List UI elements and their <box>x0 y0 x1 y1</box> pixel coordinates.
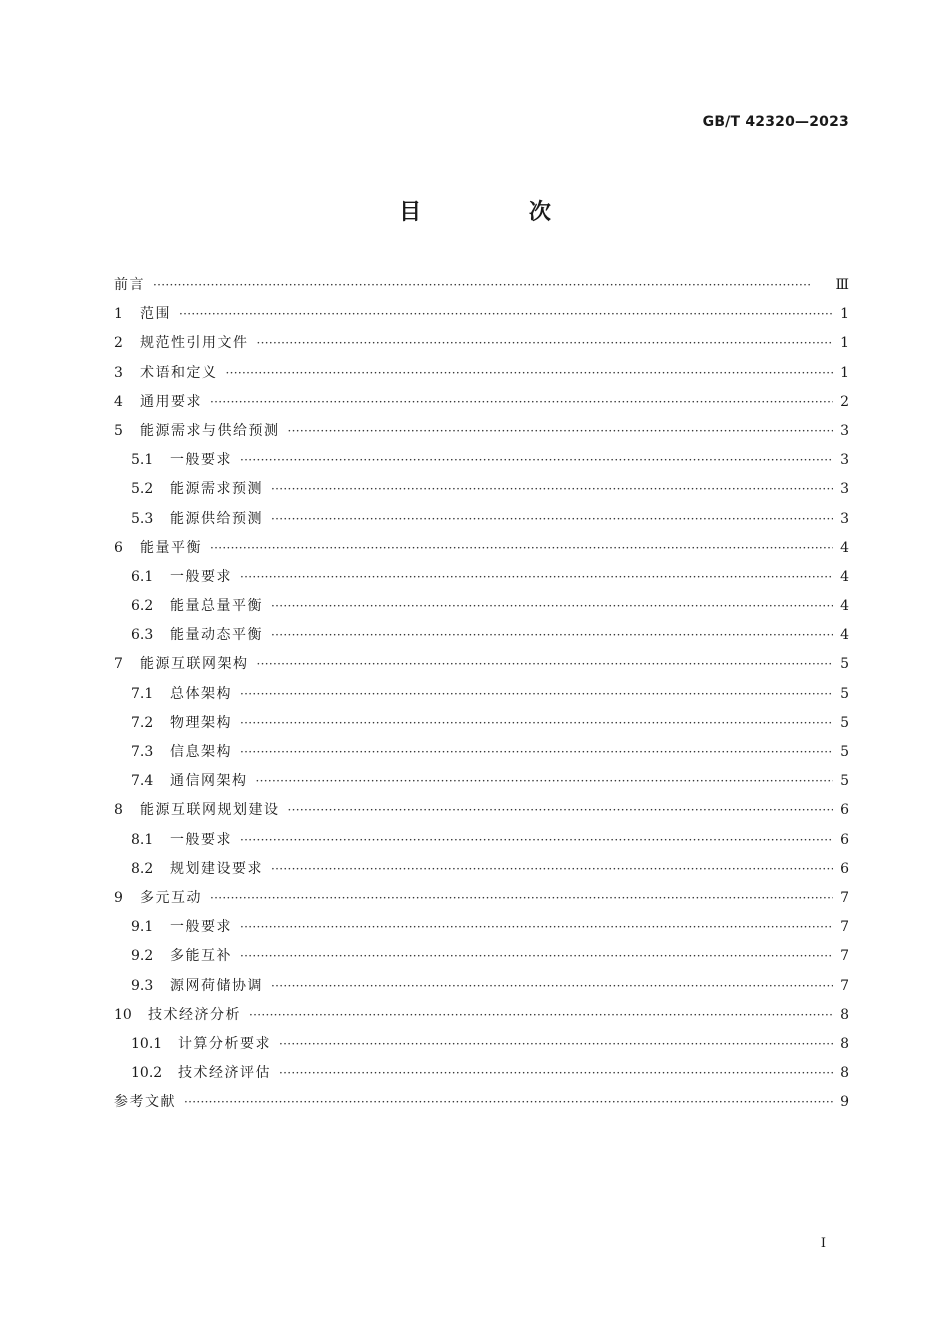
toc-entry-page: 4 <box>840 539 849 556</box>
toc-entry-page: 5 <box>840 714 849 731</box>
toc-entry-title: 多能互补 <box>170 948 232 965</box>
toc-entry-page: 6 <box>840 802 849 819</box>
toc-entry-title: 信息架构 <box>170 744 232 760</box>
toc-dot-leader <box>179 300 833 329</box>
toc-entry-number: 7 <box>114 656 123 673</box>
toc-entry-title: 能量动态平衡 <box>170 627 263 644</box>
toc-dot-leader <box>240 913 833 942</box>
toc-entry-page: 1 <box>840 335 849 352</box>
toc-dot-leader <box>210 534 833 563</box>
toc-entry-number: 9.3 <box>131 977 154 994</box>
toc-entry-page: 8 <box>840 1006 849 1023</box>
toc-dot-leader <box>271 972 833 1001</box>
toc-entry-number: 5.1 <box>131 452 154 469</box>
toc-entry-title: 参考文献 <box>114 1094 176 1111</box>
toc-entry[interactable] <box>114 446 849 475</box>
toc-entry[interactable] <box>114 855 849 884</box>
toc-entry-number: 7.1 <box>131 685 154 702</box>
toc-entry-title: 规划建设要求 <box>170 860 263 877</box>
toc-entry-number: 3 <box>114 364 123 381</box>
toc-entry-page: 5 <box>840 773 849 790</box>
toc-entry-page: 7 <box>840 889 849 906</box>
table-of-contents <box>114 271 849 1117</box>
toc-entry-page: 5 <box>840 744 849 760</box>
toc-entry-title: 一般要求 <box>170 568 232 585</box>
toc-entry[interactable] <box>114 417 849 446</box>
toc-dot-leader <box>184 1088 833 1117</box>
toc-dot-leader <box>271 592 833 621</box>
toc-dot-leader <box>240 942 833 971</box>
toc-entry-title: 术语和定义 <box>140 364 218 381</box>
toc-entry-title: 多元互动 <box>140 889 202 906</box>
toc-entry-page: Ⅲ <box>835 277 849 293</box>
toc-entry-number: 5 <box>114 422 123 439</box>
toc-entry-page: 3 <box>840 422 849 439</box>
toc-dot-leader <box>271 505 833 534</box>
toc-entry-number: 6.1 <box>131 568 154 585</box>
toc-entry[interactable] <box>114 796 849 825</box>
toc-entry[interactable] <box>114 475 849 504</box>
toc-entry-page: 1 <box>840 364 849 381</box>
toc-entry-page: 4 <box>840 598 849 615</box>
toc-entry-page: 5 <box>840 685 849 702</box>
toc-entry-title: 范围 <box>140 306 171 323</box>
toc-entry-number: 6.3 <box>131 627 154 644</box>
toc-entry-title: 源网荷储协调 <box>170 977 263 994</box>
toc-entry-number: 10.2 <box>131 1065 163 1082</box>
toc-entry[interactable] <box>114 650 849 679</box>
toc-entry-number: 9 <box>114 889 123 906</box>
toc-entry-number: 10.1 <box>131 1035 163 1052</box>
toc-entry-title: 能量平衡 <box>140 539 202 556</box>
toc-entry[interactable] <box>114 942 849 971</box>
toc-entry-page: 1 <box>840 306 849 323</box>
toc-entry-title: 能源需求与供给预测 <box>140 422 280 439</box>
toc-entry[interactable] <box>114 300 849 329</box>
toc-entry[interactable] <box>114 359 849 388</box>
toc-entry-title: 通用要求 <box>140 393 202 410</box>
toc-dot-leader <box>240 680 833 709</box>
toc-entry[interactable] <box>114 1059 849 1088</box>
toc-dot-leader <box>257 650 834 679</box>
toc-entry-title: 总体架构 <box>170 685 232 702</box>
toc-entry[interactable] <box>114 826 849 855</box>
toc-entry-title: 一般要求 <box>170 452 232 469</box>
toc-entry-number: 7.2 <box>131 714 154 731</box>
toc-entry-number: 6 <box>114 539 123 556</box>
toc-entry-title: 能源供给预测 <box>170 510 263 527</box>
toc-entry-page: 9 <box>840 1094 849 1111</box>
toc-entry-number: 9.2 <box>131 948 154 965</box>
toc-dot-leader <box>249 1001 833 1030</box>
toc-entry-title: 能量总量平衡 <box>170 598 263 615</box>
toc-entry-title: 技术经济分析 <box>148 1006 241 1023</box>
toc-dot-leader <box>271 855 833 884</box>
toc-entry-page: 7 <box>840 948 849 965</box>
toc-entry-page: 6 <box>840 860 849 877</box>
toc-entry[interactable] <box>114 329 849 358</box>
toc-dot-leader <box>240 709 833 738</box>
toc-entry-number: 8 <box>114 802 123 819</box>
toc-entry-title: 计算分析要求 <box>178 1035 271 1052</box>
toc-entry-page: 5 <box>840 656 849 673</box>
standard-number: GB/T 42320—2023 <box>702 114 849 130</box>
toc-dot-leader <box>279 1030 833 1059</box>
page-title: 目 次 <box>399 200 601 225</box>
toc-entry-number: 10 <box>114 1006 132 1023</box>
toc-entry-number: 7.4 <box>131 773 154 790</box>
toc-entry-title: 规范性引用文件 <box>140 335 249 352</box>
toc-entry[interactable] <box>114 913 849 942</box>
toc-entry[interactable] <box>114 388 849 417</box>
toc-entry-title: 能源需求预测 <box>170 481 263 498</box>
toc-entry-title: 一般要求 <box>170 831 232 848</box>
toc-dot-leader <box>271 621 833 650</box>
toc-entry-title: 能源互联网架构 <box>140 656 249 673</box>
toc-entry[interactable] <box>114 972 849 1001</box>
toc-entry-page: 3 <box>840 510 849 527</box>
toc-entry[interactable] <box>114 1088 849 1117</box>
toc-entry-page: 3 <box>840 452 849 469</box>
toc-entry-title: 技术经济评估 <box>178 1065 271 1082</box>
toc-entry[interactable] <box>114 738 849 767</box>
toc-entry-number: 8.1 <box>131 831 154 848</box>
toc-dot-leader <box>256 767 834 796</box>
toc-dot-leader <box>240 738 833 767</box>
toc-entry[interactable] <box>114 767 849 796</box>
page-number: Ⅰ <box>820 1236 826 1251</box>
toc-entry-number: 5.3 <box>131 510 154 527</box>
toc-entry[interactable] <box>114 621 849 650</box>
toc-entry-number: 9.1 <box>131 919 154 936</box>
toc-dot-leader <box>288 417 834 446</box>
toc-entry[interactable] <box>114 592 849 621</box>
toc-entry-page: 8 <box>840 1035 849 1052</box>
toc-dot-leader <box>240 446 833 475</box>
toc-entry-page: 8 <box>840 1065 849 1082</box>
toc-entry-title: 前言 <box>114 277 145 293</box>
toc-entry-title: 能源互联网规划建设 <box>140 802 280 819</box>
toc-entry[interactable] <box>114 505 849 534</box>
toc-dot-leader <box>279 1059 833 1088</box>
toc-entry-page: 4 <box>840 627 849 644</box>
toc-entry-page: 7 <box>840 977 849 994</box>
toc-entry-number: 2 <box>114 335 123 352</box>
toc-entry-page: 2 <box>840 393 849 410</box>
toc-entry[interactable] <box>114 271 849 300</box>
toc-entry-page: 3 <box>840 481 849 498</box>
toc-entry-number: 4 <box>114 393 123 410</box>
toc-entry[interactable] <box>114 884 849 913</box>
toc-dot-leader <box>153 271 829 300</box>
toc-entry-number: 8.2 <box>131 860 154 877</box>
toc-entry-page: 7 <box>840 919 849 936</box>
toc-entry[interactable] <box>114 680 849 709</box>
toc-entry-title: 通信网架构 <box>170 773 248 790</box>
toc-dot-leader <box>257 329 834 358</box>
toc-dot-leader <box>240 826 833 855</box>
toc-entry-number: 5.2 <box>131 481 154 498</box>
toc-dot-leader <box>271 475 833 504</box>
toc-entry-page: 6 <box>840 831 849 848</box>
toc-entry[interactable] <box>114 534 849 563</box>
toc-dot-leader <box>210 388 833 417</box>
toc-entry[interactable] <box>114 1001 849 1030</box>
toc-entry-page: 4 <box>840 568 849 585</box>
toc-dot-leader <box>210 884 833 913</box>
toc-entry-number: 6.2 <box>131 598 154 615</box>
toc-dot-leader <box>288 796 834 825</box>
toc-entry-title: 物理架构 <box>170 714 232 731</box>
toc-entry[interactable] <box>114 709 849 738</box>
toc-entry[interactable] <box>114 1030 849 1059</box>
toc-entry-title: 一般要求 <box>170 919 232 936</box>
toc-dot-leader <box>226 359 834 388</box>
toc-entry[interactable] <box>114 563 849 592</box>
toc-entry-number: 1 <box>114 306 123 323</box>
toc-dot-leader <box>240 563 833 592</box>
toc-entry-number: 7.3 <box>131 744 154 760</box>
